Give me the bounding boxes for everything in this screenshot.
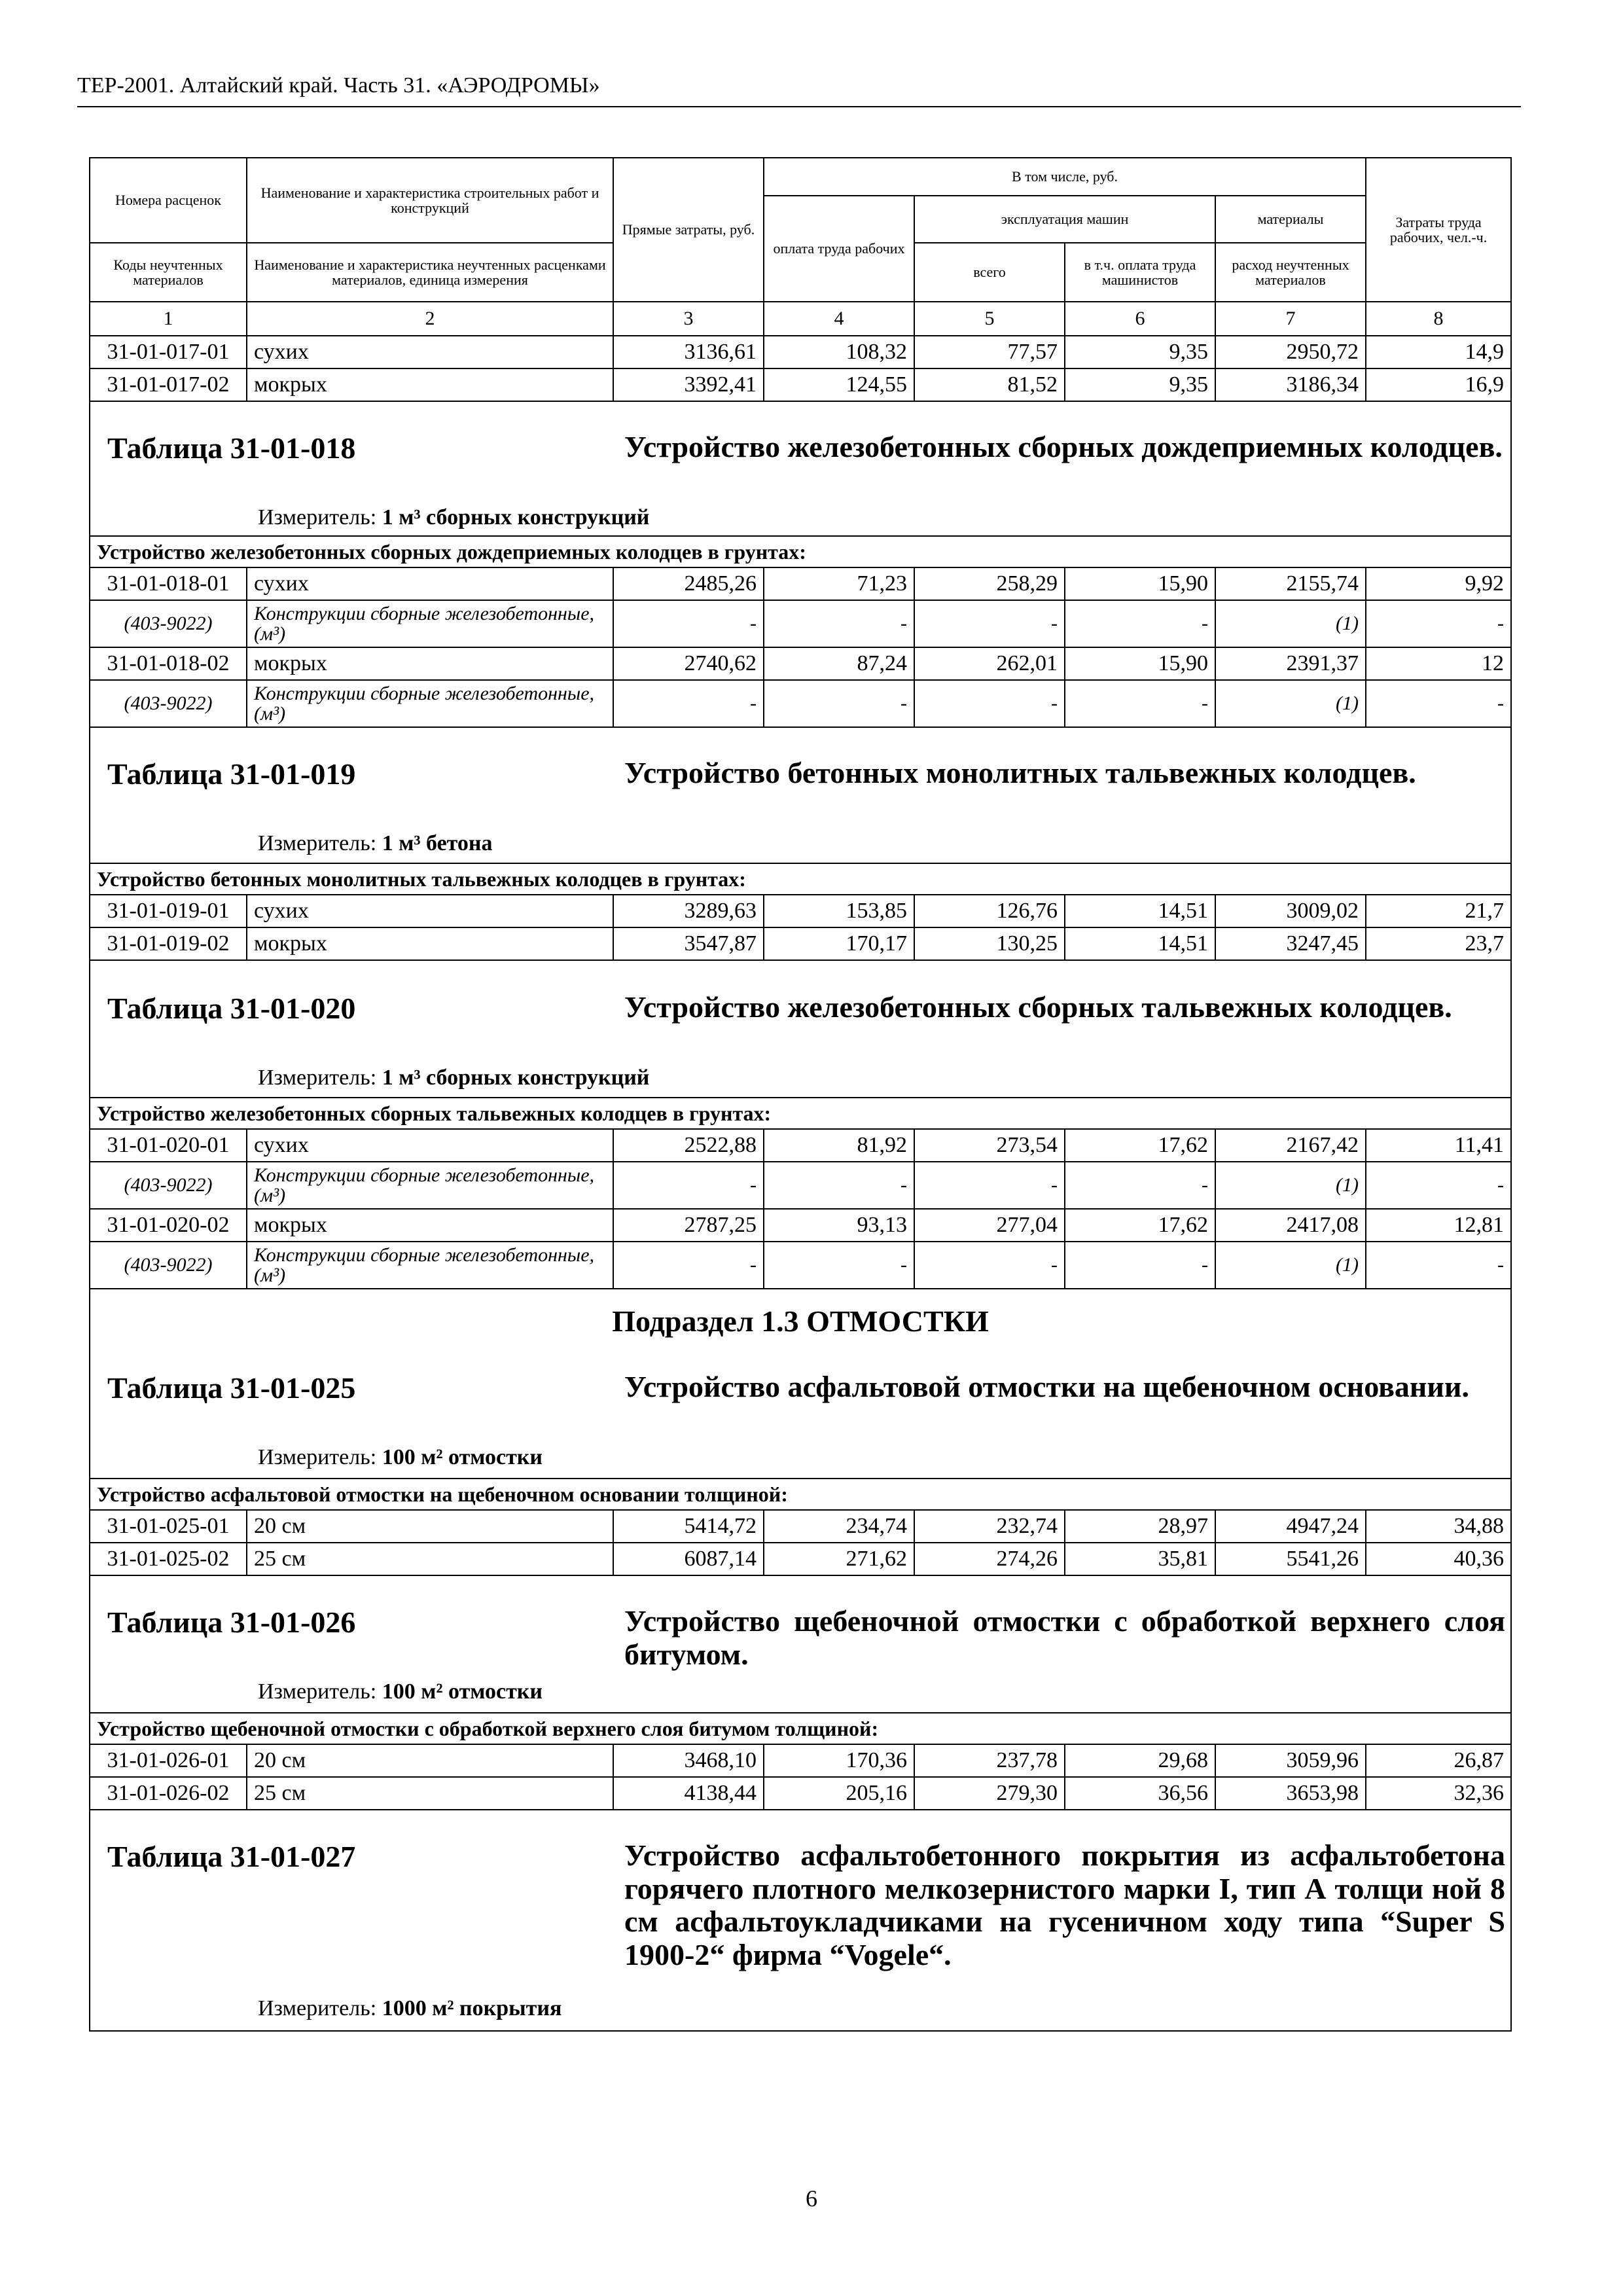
table-measure: Измеритель: 1 м³ бетона	[258, 831, 493, 855]
material-row	[90, 600, 1511, 647]
table-row	[90, 1543, 1511, 1575]
direct-cost: 2522,88	[613, 1129, 764, 1162]
labor-hours: 32,36	[1366, 1777, 1511, 1810]
rate-name: мокрых	[247, 368, 613, 401]
direct-cost: 4138,44	[613, 1777, 764, 1810]
material-code: (403-9022)	[90, 1242, 247, 1289]
table-row	[90, 647, 1511, 680]
labor-hours: 11,41	[1366, 1129, 1511, 1162]
labor-pay: 71,23	[764, 567, 914, 600]
direct-cost: 6087,14	[613, 1543, 764, 1575]
table-title: Устройство железобетонных сборных тальвежных колодцев.	[624, 990, 1452, 1024]
labor-hours: 26,87	[1366, 1744, 1511, 1777]
materials: 2417,08	[1215, 1209, 1366, 1242]
labor-pay: 124,55	[764, 368, 914, 401]
labor-pay: 81,92	[764, 1129, 914, 1162]
machines-total: 126,76	[914, 895, 1065, 927]
labor-hours: 21,7	[1366, 895, 1511, 927]
machines-total: 237,78	[914, 1744, 1065, 1777]
rate-code: 31-01-025-01	[90, 1510, 247, 1543]
table-code: Таблица 31-01-018	[107, 431, 356, 465]
material-value: -	[764, 1162, 914, 1209]
labor-hours: 12,81	[1366, 1209, 1511, 1242]
table-caption: Устройство железобетонных сборных дождеприемных колодцев в грунтах:	[90, 536, 1511, 567]
materials: 3186,34	[1215, 368, 1366, 401]
material-value: -	[764, 680, 914, 727]
machines-labor: 14,51	[1065, 927, 1215, 960]
rate-code: 31-01-026-01	[90, 1744, 247, 1777]
machines-labor: 14,51	[1065, 895, 1215, 927]
labor-hours: 12	[1366, 647, 1511, 680]
table-row	[90, 1510, 1511, 1543]
col-including-header: В том числе, руб.	[764, 158, 1366, 196]
machines-total: 77,57	[914, 336, 1065, 368]
machines-labor: 17,62	[1065, 1129, 1215, 1162]
table-section-027	[90, 1810, 1511, 2031]
rate-name: 20 см	[247, 1744, 613, 1777]
direct-cost: 2787,25	[613, 1209, 764, 1242]
subsection-title: Подраздел 1.3 ОТМОСТКИ	[612, 1304, 989, 1338]
col-number: 8	[1366, 302, 1511, 336]
material-value: -	[613, 680, 764, 727]
labor-pay: 153,85	[764, 895, 914, 927]
machines-labor: 29,68	[1065, 1744, 1215, 1777]
materials: 2950,72	[1215, 336, 1366, 368]
col-labor-hours-header: Затраты труда рабочих, чел.-ч.	[1366, 158, 1511, 302]
page-number: 6	[806, 2185, 817, 2212]
rate-name: мокрых	[247, 647, 613, 680]
labor-hours: 23,7	[1366, 927, 1511, 960]
table-caption: Устройство бетонных монолитных тальвежных колодцев в грунтах:	[90, 863, 1511, 895]
labor-pay: 234,74	[764, 1510, 914, 1543]
table-title: Устройство щебеночной отмостки с обработкой верхнего слоя битумом.	[624, 1604, 1505, 1671]
material-name: Конструкции сборные железобетонные, (м³)	[247, 600, 613, 647]
machines-labor: 35,81	[1065, 1543, 1215, 1575]
materials: 3653,98	[1215, 1777, 1366, 1810]
material-value: -	[914, 1162, 1065, 1209]
labor-pay: 205,16	[764, 1777, 914, 1810]
table-row	[90, 567, 1511, 600]
material-row	[90, 680, 1511, 727]
rate-code: 31-01-019-01	[90, 895, 247, 927]
material-value: -	[1065, 680, 1215, 727]
col-number: 2	[247, 302, 613, 336]
material-consumption: (1)	[1215, 600, 1366, 647]
col-name-header: Наименование и характеристика строительных работ и конструкций	[247, 158, 613, 243]
table-title: Устройство бетонных монолитных тальвежных колодцев.	[624, 756, 1416, 789]
col-number: 6	[1065, 302, 1215, 336]
material-value: -	[914, 600, 1065, 647]
running-header: ТЕР-2001. Алтайский край. Часть 31. «АЭРОДРОМЫ»	[77, 73, 600, 98]
table-row	[90, 927, 1511, 960]
col-machines-header: эксплуатация машин	[914, 196, 1215, 243]
table-section-019	[90, 727, 1511, 863]
direct-cost: 3392,41	[613, 368, 764, 401]
materials: 2155,74	[1215, 567, 1366, 600]
table-section-026	[90, 1575, 1511, 1713]
machines-total: 262,01	[914, 647, 1065, 680]
direct-cost: 3547,87	[613, 927, 764, 960]
table-caption: Устройство асфальтовой отмостки на щебеночном основании толщиной:	[90, 1479, 1511, 1510]
direct-cost: 3289,63	[613, 895, 764, 927]
materials: 4947,24	[1215, 1510, 1366, 1543]
material-consumption: (1)	[1215, 1162, 1366, 1209]
header-rule	[77, 106, 1521, 107]
col-name-sub-header: Наименование и характеристика неучтенных расценками материалов, единица измерения	[247, 243, 613, 302]
table-code: Таблица 31-01-019	[107, 757, 356, 791]
table-section-018	[90, 401, 1511, 536]
material-consumption: (1)	[1215, 680, 1366, 727]
rate-name: сухих	[247, 1129, 613, 1162]
labor-hours: 9,92	[1366, 567, 1511, 600]
machines-labor: 28,97	[1065, 1510, 1215, 1543]
labor-hours: 14,9	[1366, 336, 1511, 368]
materials: 3009,02	[1215, 895, 1366, 927]
rate-name: 20 см	[247, 1510, 613, 1543]
material-value: -	[1366, 600, 1511, 647]
rate-name: 25 см	[247, 1543, 613, 1575]
material-value: -	[764, 600, 914, 647]
rate-code: 31-01-018-01	[90, 567, 247, 600]
rate-code: 31-01-018-02	[90, 647, 247, 680]
col-materials-header: материалы	[1215, 196, 1366, 243]
rate-name: сухих	[247, 567, 613, 600]
rate-code: 31-01-020-02	[90, 1209, 247, 1242]
rate-code: 31-01-020-01	[90, 1129, 247, 1162]
col-labor-pay-header: оплата труда рабочих	[764, 196, 914, 302]
material-consumption: (1)	[1215, 1242, 1366, 1289]
direct-cost: 3468,10	[613, 1744, 764, 1777]
table-measure: Измеритель: 1000 м² покрытия	[258, 1996, 562, 2020]
table-code: Таблица 31-01-027	[107, 1840, 356, 1873]
material-value: -	[764, 1242, 914, 1289]
rate-name: мокрых	[247, 1209, 613, 1242]
table-row	[90, 1777, 1511, 1810]
direct-cost: 3136,61	[613, 336, 764, 368]
table-title: Устройство асфальтовой отмостки на щебеночном основании.	[624, 1370, 1469, 1403]
material-code: (403-9022)	[90, 1162, 247, 1209]
table-measure: Измеритель: 100 м² отмостки	[258, 1445, 543, 1469]
col-code-sub-header: Коды неучтенных материалов	[90, 243, 247, 302]
labor-hours: 40,36	[1366, 1543, 1511, 1575]
col-number: 7	[1215, 302, 1366, 336]
machines-total: 232,74	[914, 1510, 1065, 1543]
col-code-header: Номера расценок	[90, 158, 247, 243]
machines-total: 277,04	[914, 1209, 1065, 1242]
machines-labor: 9,35	[1065, 368, 1215, 401]
material-value: -	[1366, 1162, 1511, 1209]
col-direct-header: Прямые затраты, руб.	[613, 158, 764, 302]
material-value: -	[1065, 1242, 1215, 1289]
machines-labor: 17,62	[1065, 1209, 1215, 1242]
material-value: -	[613, 1162, 764, 1209]
table-measure: Измеритель: 1 м³ сборных конструкций	[258, 505, 650, 529]
labor-hours: 16,9	[1366, 368, 1511, 401]
labor-pay: 170,36	[764, 1744, 914, 1777]
labor-hours: 34,88	[1366, 1510, 1511, 1543]
labor-pay: 170,17	[764, 927, 914, 960]
table-code: Таблица 31-01-026	[107, 1605, 356, 1639]
material-value: -	[1366, 1242, 1511, 1289]
table-code: Таблица 31-01-025	[107, 1371, 356, 1405]
rate-name: сухих	[247, 336, 613, 368]
machines-total: 273,54	[914, 1129, 1065, 1162]
machines-labor: 36,56	[1065, 1777, 1215, 1810]
materials: 3247,45	[1215, 927, 1366, 960]
machines-total: 130,25	[914, 927, 1065, 960]
col-machines-total-header: всего	[914, 243, 1065, 302]
table-code: Таблица 31-01-020	[107, 992, 356, 1025]
price-table	[89, 157, 1512, 2032]
materials: 2167,42	[1215, 1129, 1366, 1162]
machines-labor: 9,35	[1065, 336, 1215, 368]
machines-total: 81,52	[914, 368, 1065, 401]
col-number: 5	[914, 302, 1065, 336]
rate-code: 31-01-025-02	[90, 1543, 247, 1575]
machines-total: 274,26	[914, 1543, 1065, 1575]
labor-pay: 271,62	[764, 1543, 914, 1575]
rate-code: 31-01-017-01	[90, 336, 247, 368]
material-code: (403-9022)	[90, 600, 247, 647]
machines-labor: 15,90	[1065, 567, 1215, 600]
material-value: -	[1065, 600, 1215, 647]
rate-code: 31-01-019-02	[90, 927, 247, 960]
rate-name: 25 см	[247, 1777, 613, 1810]
materials: 5541,26	[1215, 1543, 1366, 1575]
rate-code: 31-01-026-02	[90, 1777, 247, 1810]
col-number: 4	[764, 302, 914, 336]
table-row	[90, 336, 1511, 368]
table-title: Устройство асфальтобетонного покрытия из асфальтобетона горячего плотного мелкозернистого марки I, тип А толщи ной 8 см асфальтоукладчиками на гусеничном ходу типа “Super S 1900-2“ фирма “Vogele“.	[624, 1839, 1505, 1971]
materials: 2391,37	[1215, 647, 1366, 680]
materials: 3059,96	[1215, 1744, 1366, 1777]
table-measure: Измеритель: 1 м³ сборных конструкций	[258, 1066, 650, 1090]
table-caption: Устройство железобетонных сборных тальвежных колодцев в грунтах:	[90, 1098, 1511, 1129]
direct-cost: 2485,26	[613, 567, 764, 600]
table-row	[90, 1209, 1511, 1242]
table-measure: Измеритель: 100 м² отмостки	[258, 1679, 543, 1704]
material-value: -	[1366, 680, 1511, 727]
material-name: Конструкции сборные железобетонные, (м³)	[247, 680, 613, 727]
rate-code: 31-01-017-02	[90, 368, 247, 401]
material-value: -	[613, 600, 764, 647]
labor-pay: 108,32	[764, 336, 914, 368]
rate-name: сухих	[247, 895, 613, 927]
material-row	[90, 1242, 1511, 1289]
machines-labor: 15,90	[1065, 647, 1215, 680]
machines-total: 279,30	[914, 1777, 1065, 1810]
machines-total: 258,29	[914, 567, 1065, 600]
table-caption: Устройство щебеночной отмостки с обработкой верхнего слоя битумом толщиной:	[90, 1713, 1511, 1744]
rate-name: мокрых	[247, 927, 613, 960]
table-row	[90, 1744, 1511, 1777]
table-row	[90, 1129, 1511, 1162]
direct-cost: 2740,62	[613, 647, 764, 680]
table-row	[90, 368, 1511, 401]
material-code: (403-9022)	[90, 680, 247, 727]
material-name: Конструкции сборные железобетонные, (м³)	[247, 1162, 613, 1209]
material-row	[90, 1162, 1511, 1209]
labor-pay: 87,24	[764, 647, 914, 680]
table-section-025	[90, 1289, 1511, 1479]
material-name: Конструкции сборные железобетонные, (м³)	[247, 1242, 613, 1289]
col-machines-labor-header: в т.ч. оплата труда машинистов	[1065, 243, 1215, 302]
col-number: 1	[90, 302, 247, 336]
material-value: -	[914, 680, 1065, 727]
table-section-020	[90, 960, 1511, 1098]
col-materials-unaccounted-header: расход неучтенных материалов	[1215, 243, 1366, 302]
direct-cost: 5414,72	[613, 1510, 764, 1543]
table-title: Устройство железобетонных сборных дождеприемных колодцев.	[624, 430, 1503, 463]
table-row	[90, 895, 1511, 927]
col-number: 3	[613, 302, 764, 336]
material-value: -	[613, 1242, 764, 1289]
material-value: -	[914, 1242, 1065, 1289]
labor-pay: 93,13	[764, 1209, 914, 1242]
material-value: -	[1065, 1162, 1215, 1209]
